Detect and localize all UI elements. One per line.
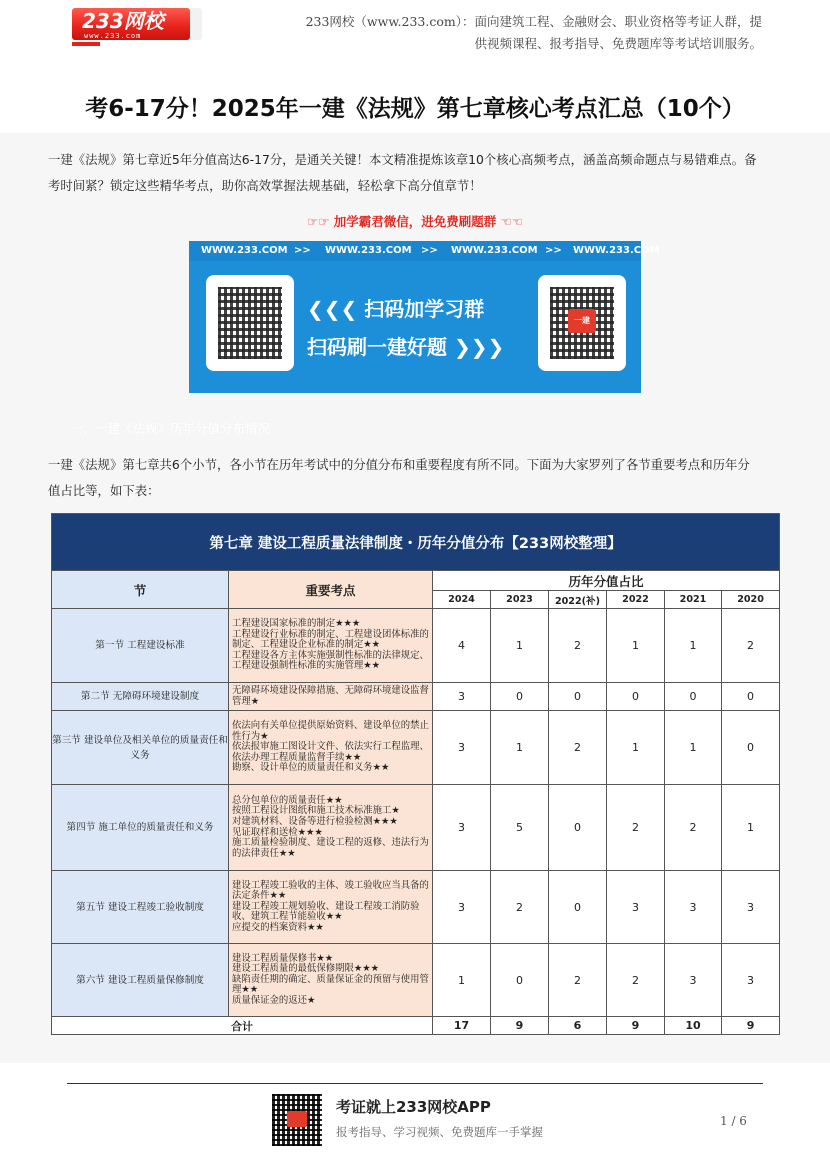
key-point: 勘察、设计单位的质量责任和义务★★ [232,762,390,774]
page-number: 1 / 6 [720,1114,747,1128]
year-header: 2022(补) [549,591,607,609]
banner-arrow: >> [421,245,438,256]
qr-banner[interactable] [189,241,660,393]
section-cell: 第一节 工程建设标准 [52,609,229,683]
section-cell: 第六节 建设工程质量保修制度 [52,944,229,1017]
year-header: 2021 [665,591,722,609]
key-points-cell [229,785,433,871]
key-point: 应提交的档案资料★★ [232,921,324,933]
key-point: 按照工程设计图纸和施工技术标准施工★ [232,805,400,817]
table-row [52,683,780,711]
score-cell: 3 [722,871,780,944]
table-header-row [52,571,780,591]
score-cell: 2 [607,944,665,1017]
key-point: 建设工程竣工验收的主体、竣工验收应当具备的法定条件★★ [232,879,429,902]
table-title-row [52,514,780,571]
page-header [0,0,830,60]
total-cell: 17 [433,1017,491,1035]
intro-paragraph-line1: 一建《法规》第七章近5年分值高达6-17分，是通关关键！本文精准提炼该章10个核心高频考点，涵盖高频命题点与易错难点。备 [48,152,757,167]
qr-pattern [218,287,282,359]
total-cell: 9 [607,1017,665,1035]
key-point: 见证取样和送检★★★ [232,826,323,838]
section-paragraph-line2: 值占比等，如下表： [48,483,160,498]
banner-arrow: >> [545,245,562,256]
score-cell: 5 [491,785,549,871]
table-row [52,871,780,944]
key-point: 建设工程竣工规划验收、建设工程竣工消防验收、建筑工程节能验收★★ [232,900,420,923]
site-intro-line1: 233网校（www.233.com）：面向建筑工程、金融财会、职业资格等考证人群，提 [305,14,762,29]
key-point: 工程建设行业标准的制定、工程建设团体标准的制定、工程建设企业标准的制定★★ [232,628,429,651]
key-points-cell [229,609,433,683]
table-row [52,944,780,1017]
site-intro-line2: 供视频课程、报考指导、免费题库等考试培训服务。 [474,36,762,51]
score-cell: 4 [433,609,491,683]
score-cell: 1 [722,785,780,871]
logo-text: 233网校 [72,8,190,40]
score-cell: 1 [607,609,665,683]
total-label: 合计 [52,1017,433,1035]
score-cell: 0 [549,871,607,944]
score-cell: 1 [665,711,722,785]
section-paragraph-line1: 一建《法规》第七章共6个小节，各小节在历年考试中的分值分布和重要程度有所不同。下面为大家罗列了各节重要考点和历年分 [48,457,750,472]
table-row [52,785,780,871]
score-cell: 2 [722,609,780,683]
promo-link[interactable]: ☞☞ 加学霸君微信，进免费刷题群 ☜☜ [306,214,524,229]
key-point: 工程建设国家标准的制定★★★ [232,618,361,630]
score-cell: 3 [665,944,722,1017]
year-header: 2022 [607,591,665,609]
score-table [51,513,780,1035]
banner-url: WWW.233.COM [325,245,412,256]
header-section: 节 [52,571,229,609]
intro-paragraph-line2: 考时间紧？锁定这些精华考点，助你高效掌握法规基础，轻松拿下高分值章节！ [48,178,482,193]
score-cell: 3 [433,711,491,785]
banner-line2: 扫码刷一建好题 ❯❯❯ [307,335,505,359]
total-cell: 10 [665,1017,722,1035]
page-title: 考6-17分！2025年一建《法规》第七章核心考点汇总（10个） [85,96,745,122]
table-row [52,609,780,683]
key-point: 无障碍环境建设保障措施、无障碍环境建设监督管理★ [232,684,429,707]
score-cell: 2 [665,785,722,871]
key-point: 依法向有关单位提供原始资料、建设单位的禁止性行为★ [232,720,429,742]
header-score-distribution: 历年分值占比 [433,571,780,591]
score-cell: 3 [607,871,665,944]
qr-center-label: 一建 [568,309,596,333]
key-point: 质量保证金的返还★ [232,994,316,1006]
key-point: 工程建设各方主体实施强制性标准的法律规定、工程建设强制性标准的实施管理★★ [232,649,429,672]
score-cell: 3 [722,944,780,1017]
section-heading: 一、一建《法规》历年分值分布情况 [70,421,271,436]
total-cell: 9 [491,1017,549,1035]
table-title: 第七章 建设工程质量法律制度・历年分值分布【233网校整理】 [52,514,780,571]
logo-url: www.233.com [84,32,142,40]
score-cell: 3 [433,871,491,944]
score-cell: 1 [665,609,722,683]
year-header: 2023 [491,591,549,609]
score-cell: 1 [491,609,549,683]
key-points-cell [229,711,433,785]
score-cell: 0 [491,683,549,711]
score-cell: 2 [607,785,665,871]
logo-tail [190,8,202,40]
section-cell: 第二节 无障碍环境建设制度 [52,683,229,711]
section-cell: 第四节 施工单位的质量责任和义务 [52,785,229,871]
key-point: 建设工程质量的最低保修期限★★★ [232,963,380,975]
key-points-cell [229,683,433,711]
score-cell: 0 [665,683,722,711]
banner-url-strip [189,241,660,261]
year-header: 2020 [722,591,780,609]
banner-url: WWW.233.COM [451,245,538,256]
banner-url: WWW.233.COM [201,245,288,256]
key-points-cell [229,871,433,944]
key-point: 施工质量检验制度、建设工程的返修、违法行为的法律责任★★ [232,837,429,859]
score-cell: 0 [549,785,607,871]
score-cell: 3 [433,683,491,711]
key-point: 对建筑材料、设备等进行检验检测★★★ [232,815,398,827]
score-cell: 0 [549,683,607,711]
footer-app-title[interactable]: 考证就上233网校APP [336,1098,491,1116]
qr-code-left[interactable] [206,275,294,371]
score-cell: 0 [491,944,549,1017]
total-cell: 9 [722,1017,780,1035]
key-point: 总分包单位的质量责任★★ [232,794,343,806]
header-key-points: 重要考点 [229,571,433,609]
table-total-row [52,1017,780,1035]
key-point: 缺陷责任期的确定、质量保证金的预留与使用管理★★ [232,973,429,996]
total-cell: 6 [549,1017,607,1035]
score-cell: 0 [607,683,665,711]
section-cell: 第三节 建设单位及相关单位的质量责任和义务 [52,711,229,785]
banner-line1: ❮❮❮ 扫码加学习群 [307,297,485,321]
year-header: 2024 [433,591,491,609]
footer-qr-logo [287,1111,307,1127]
key-point: 依法报审施工图设计文件、依法实行工程监理、依法办理工程质量监督手续★★ [232,741,429,763]
score-cell: 1 [433,944,491,1017]
key-point: 建设工程质量保修书★★ [232,952,334,964]
score-cell: 0 [722,683,780,711]
score-cell: 0 [722,711,780,785]
score-cell: 2 [549,711,607,785]
banner-arrow: >> [294,245,311,256]
score-cell: 1 [607,711,665,785]
section-cell: 第五节 建设工程竣工验收制度 [52,871,229,944]
score-cell: 3 [665,871,722,944]
table-row [52,711,780,785]
score-cell: 2 [549,609,607,683]
qr-code-right[interactable] [538,275,626,371]
score-cell: 3 [433,785,491,871]
score-cell: 1 [491,711,549,785]
footer-app-subtitle: 报考指导、学习视频、免费题库一手掌握 [336,1125,543,1139]
site-logo[interactable] [72,8,202,46]
footer-divider [67,1083,763,1084]
logo-underline [72,42,100,46]
key-points-cell [229,944,433,1017]
score-cell: 2 [491,871,549,944]
score-cell: 2 [549,944,607,1017]
banner-url: WWW.233.COM [573,245,660,256]
